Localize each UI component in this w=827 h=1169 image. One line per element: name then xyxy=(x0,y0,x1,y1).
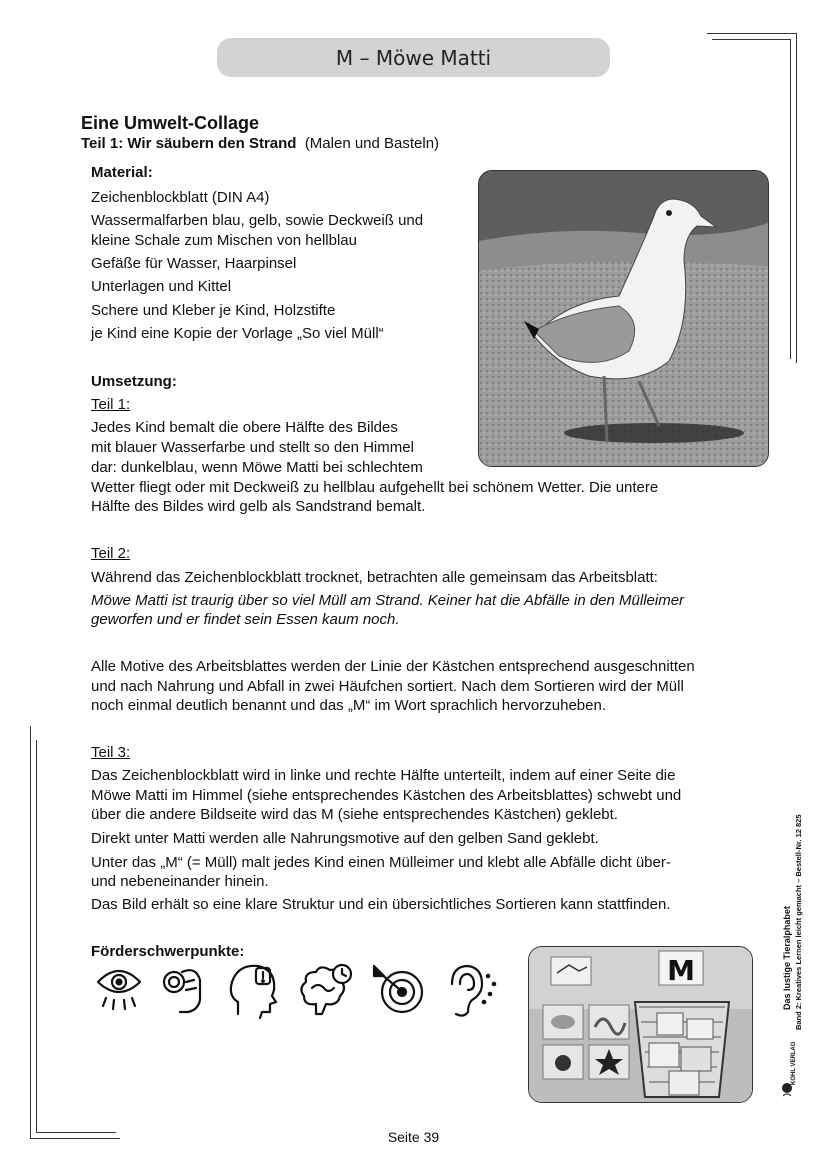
target-arrow-icon xyxy=(374,966,422,1012)
frame-line xyxy=(707,33,797,38)
page-title: M – Möwe Matti xyxy=(217,38,610,77)
frame-line xyxy=(36,740,37,1132)
teil3-line: Das Zeichenblockblatt wird in linke und rechte Hälfte unterteilt, indem auf einer Seite die xyxy=(91,767,676,784)
material-item: Schere und Kleber je Kind, Holzstifte xyxy=(91,302,336,319)
publisher-logo-icon xyxy=(782,1083,792,1096)
section-heading: Eine Umwelt-Collage xyxy=(81,113,260,133)
head-exclamation-icon xyxy=(231,966,276,1018)
material-item: Zeichenblockblatt (DIN A4) xyxy=(91,189,270,206)
teil2-para-line: und nach Nahrung und Abfall in zwei Häufchen sortiert. Nach dem Sortieren wird der Müll xyxy=(91,678,684,695)
publisher-logo-text: KOHL VERLAG xyxy=(791,1041,797,1085)
material-item: Gefäße für Wasser, Haarpinsel xyxy=(91,255,297,272)
teil2-label: Teil 2: xyxy=(91,545,131,562)
frame-line xyxy=(790,39,791,359)
teil3-label: Teil 3: xyxy=(91,744,131,761)
seagull-photo xyxy=(478,170,769,467)
foerder-label: Förderschwerpunkte: xyxy=(91,943,245,960)
collage-letter: M xyxy=(667,954,695,987)
material-item: kleine Schale zum Mischen von hellblau xyxy=(91,232,357,249)
material-item: je Kind eine Kopie der Vorlage „So viel Müll“ xyxy=(91,325,384,342)
material-label: Material: xyxy=(91,164,153,181)
hand-touch-icon xyxy=(164,970,200,1012)
teil2-para-line: Alle Motive des Arbeitsblattes werden der Linie der Kästchen entsprechend ausgeschnitten xyxy=(91,658,695,675)
material-item: Unterlagen und Kittel xyxy=(91,278,232,295)
ear-icon xyxy=(452,966,495,1016)
frame-line xyxy=(790,33,797,363)
seagull-illustration xyxy=(479,171,768,466)
teil3-line: Möwe Matti im Himmel (siehe entsprechendes Kästchen des Arbeitsblattes) schwebt und xyxy=(91,787,682,804)
teil1-line: Wetter fliegt oder mit Deckweiß zu hellblau aufgehellt bei schönem Wetter. Die untere xyxy=(91,479,659,496)
eye-icon xyxy=(98,971,140,1009)
teil3-line: Das Bild erhält so eine klare Struktur und ein übersichtliches Sortieren kann stattfinden. xyxy=(91,896,671,913)
teil3-line: und nebeneinander hinein. xyxy=(91,873,269,890)
side-series-title: Das lustige Tieralphabet xyxy=(782,906,792,1010)
teil1-line: Jedes Kind bemalt die obere Hälfte des Bildes xyxy=(91,419,398,436)
collage-illustration xyxy=(529,947,752,1102)
teil2-italic-line: geworfen und er findet sein Essen kaum noch. xyxy=(91,611,400,628)
teil1-line: Hälfte des Bildes wird gelb als Sandstrand bemalt. xyxy=(91,498,426,515)
teil1-line: mit blauer Wasserfarbe und stellt so den Himmel xyxy=(91,439,414,456)
teil1-line: dar: dunkelblau, wenn Möwe Matti bei schlechtem xyxy=(91,459,423,476)
umsetzung-label: Umsetzung: xyxy=(91,373,177,390)
section-subheading xyxy=(81,135,439,152)
teil2-intro: Während das Zeichenblockblatt trocknet, betrachten alle gemeinsam das Arbeitsblatt: xyxy=(91,569,658,586)
teil3-line: Direkt unter Matti werden alle Nahrungsmotive auf den gelben Sand geklebt. xyxy=(91,830,599,847)
subheading-bold: Teil 1: Wir säubern den Strand xyxy=(81,135,297,152)
teil2-para-line: noch einmal deutlich benannt und das „M“ im Wort sprachlich hervorzuheben. xyxy=(91,697,606,714)
frame-line xyxy=(30,726,31,1138)
side-publisher-info xyxy=(779,760,819,1100)
teil2-italic-line: Möwe Matti ist traurig über so viel Müll am Strand. Keiner hat die Abfälle in den Mülleimer xyxy=(91,592,685,609)
material-item: Wassermalfarben blau, gelb, sowie Deckweiß und xyxy=(91,212,424,229)
foerder-icons xyxy=(94,962,504,1022)
teil3-line: über die andere Bildseite wird das M (siehe entsprechendes Kästchen) geklebt. xyxy=(91,806,618,823)
page-number: Seite 39 xyxy=(387,1129,440,1145)
subheading-normal: (Malen und Basteln) xyxy=(304,135,440,152)
side-band-info: Band 2: Kreatives Lernen leicht gemacht – Bestell-Nr. 12 825 xyxy=(794,814,803,1030)
brain-clock-icon xyxy=(301,965,351,1014)
collage-photo xyxy=(528,946,753,1103)
frame-line xyxy=(712,39,790,40)
teil1-label: Teil 1: xyxy=(91,396,131,413)
teil3-line: Unter das „M“ (= Müll) malt jedes Kind einen Mülleimer und klebt alle Abfälle dicht über- xyxy=(91,854,671,871)
